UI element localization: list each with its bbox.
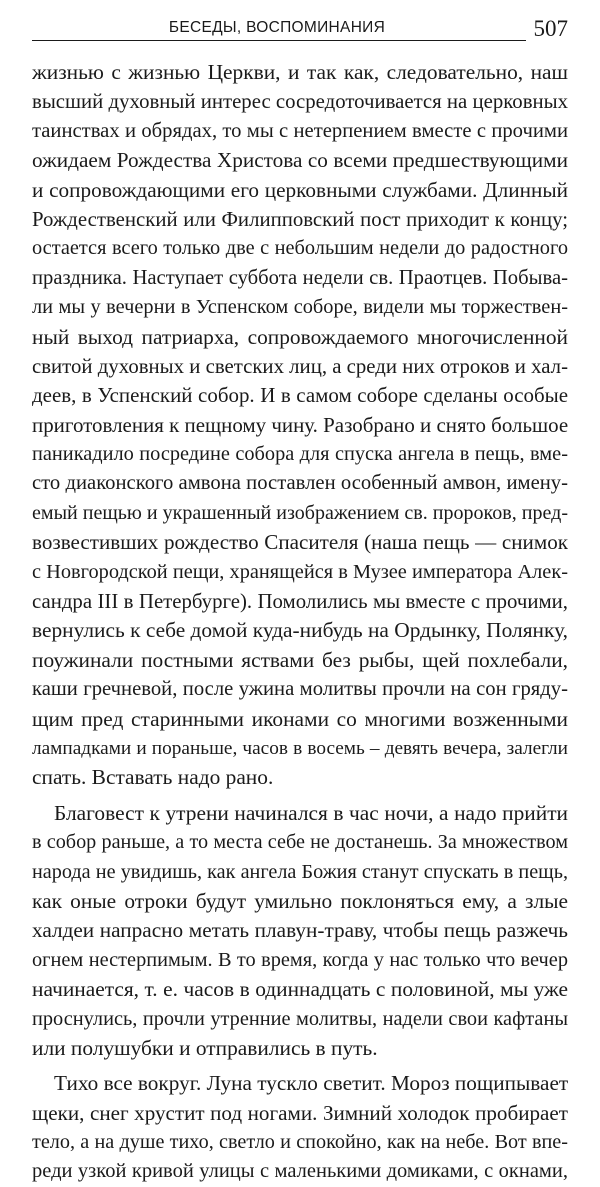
running-head (32, 14, 568, 46)
text-line: проснулись, прочли утренние молитвы, надели свои кафтаны (32, 1007, 568, 1030)
text-line: начинается, т. е. часов в одиннадцать с половиной, мы уже (32, 977, 568, 1002)
text-line: каши гречневой, после ужина молитвы прочли на сон гряду- (32, 678, 568, 701)
text-line: Тихо все вокруг. Луна тускло светит. Мороз пощипывает (54, 1071, 568, 1096)
text-line: реди узкой кривой улицы с маленькими домиками, с окнами, (32, 1160, 568, 1183)
text-line: с Новгородской пещи, хранящейся в Музее императора Алек- (32, 560, 568, 583)
text-line: сто диаконского амвона поставлен особенный амвон, имену- (32, 472, 568, 495)
text-line: свитой духовных и светских лиц, а среди них отроков и хал- (32, 354, 568, 378)
text-line: щеки, снег хрустит под ногами. Зимний холодок пробирает (32, 1100, 568, 1125)
text-line: высший духовный интерес сосредоточивается на церковных (32, 90, 568, 114)
text-line: жизнью с жизнью Церкви, и так как, следовательно, наш (32, 60, 568, 84)
text-line: емый пещью и украшенный изображением св. пророков, пред- (32, 501, 568, 524)
paragraph (32, 1069, 568, 1187)
text-line: огнем нестерпимым. В то время, когда у нас только что вечер (32, 948, 568, 971)
header-rule (32, 40, 526, 41)
text-line: остается всего только две с небольшим недели до радостного (32, 237, 568, 260)
paragraph (32, 799, 568, 1064)
paragraph (32, 58, 568, 793)
text-line: тело, а на душе тихо, светло и спокойно, как на небе. Вот впе- (32, 1131, 568, 1154)
text-line: Благовест к утрени начинался в час ночи, а надо прийти (54, 800, 568, 825)
text-line: поужинали постными яствами без рыбы, щей похлебали, (32, 647, 568, 672)
text-line: приготовления к пещному чину. Разобрано и снято большое (32, 412, 568, 437)
text-line: народа не увидишь, как ангела Божия станут спускать в пещь, (32, 860, 568, 883)
text-line: и сопровождающими его церковными службами. Длинный (32, 177, 568, 202)
text-line: или полушубки и отправились в путь. (32, 1035, 378, 1060)
text-line: Рождественский или Филипповский пост приходит к концу; (32, 207, 568, 231)
text-line: ожидаем Рождества Христова со всеми предшествующими (32, 148, 568, 173)
text-line: деев, в Успенский собор. И в самом соборе сделаны особые (32, 383, 568, 408)
body-text (32, 58, 568, 1187)
text-line: возвестивших рождество Спасителя (наша пещь — снимок (32, 530, 568, 555)
page-number: 507 (533, 16, 568, 41)
text-line: щим пред старинными иконами со многими возженными (32, 706, 568, 731)
text-line: праздника. Наступает суббота недели св. Праотцев. Побыва- (32, 266, 568, 289)
text-line: вернулись к себе домой куда-нибудь на Ордынку, Полянку, (32, 618, 568, 643)
text-line: ный выход патриарха, сопровождаемого многочисленной (32, 324, 568, 349)
text-line: ли мы у вечерни в Успенском соборе, видели мы торжествен- (32, 296, 568, 319)
section-title: БЕСЕДЫ, ВОСПОМИНАНИЯ (168, 19, 386, 36)
text-line: халдеи напрасно метать плавун-траву, чтобы пещь разжечь (32, 918, 568, 943)
text-line: в собор раньше, а то места себе не достанешь. За множеством (32, 831, 568, 854)
text-line: спать. Вставать надо рано. (32, 765, 274, 790)
text-line: паникадило посредине собора для спуска ангела в пещь, вме- (32, 443, 568, 466)
text-line: как оные отроки будут умильно поклоняться ему, а злые (32, 888, 568, 913)
text-line: сандра III в Петербурге). Помолились мы вместе с прочими, (32, 590, 568, 614)
text-line: таинствах и обрядах, то мы с нетерпением вместе с прочими (32, 119, 568, 142)
text-line: лампадками и пораньше, часов в восемь – девять вечера, залегли (32, 737, 568, 759)
